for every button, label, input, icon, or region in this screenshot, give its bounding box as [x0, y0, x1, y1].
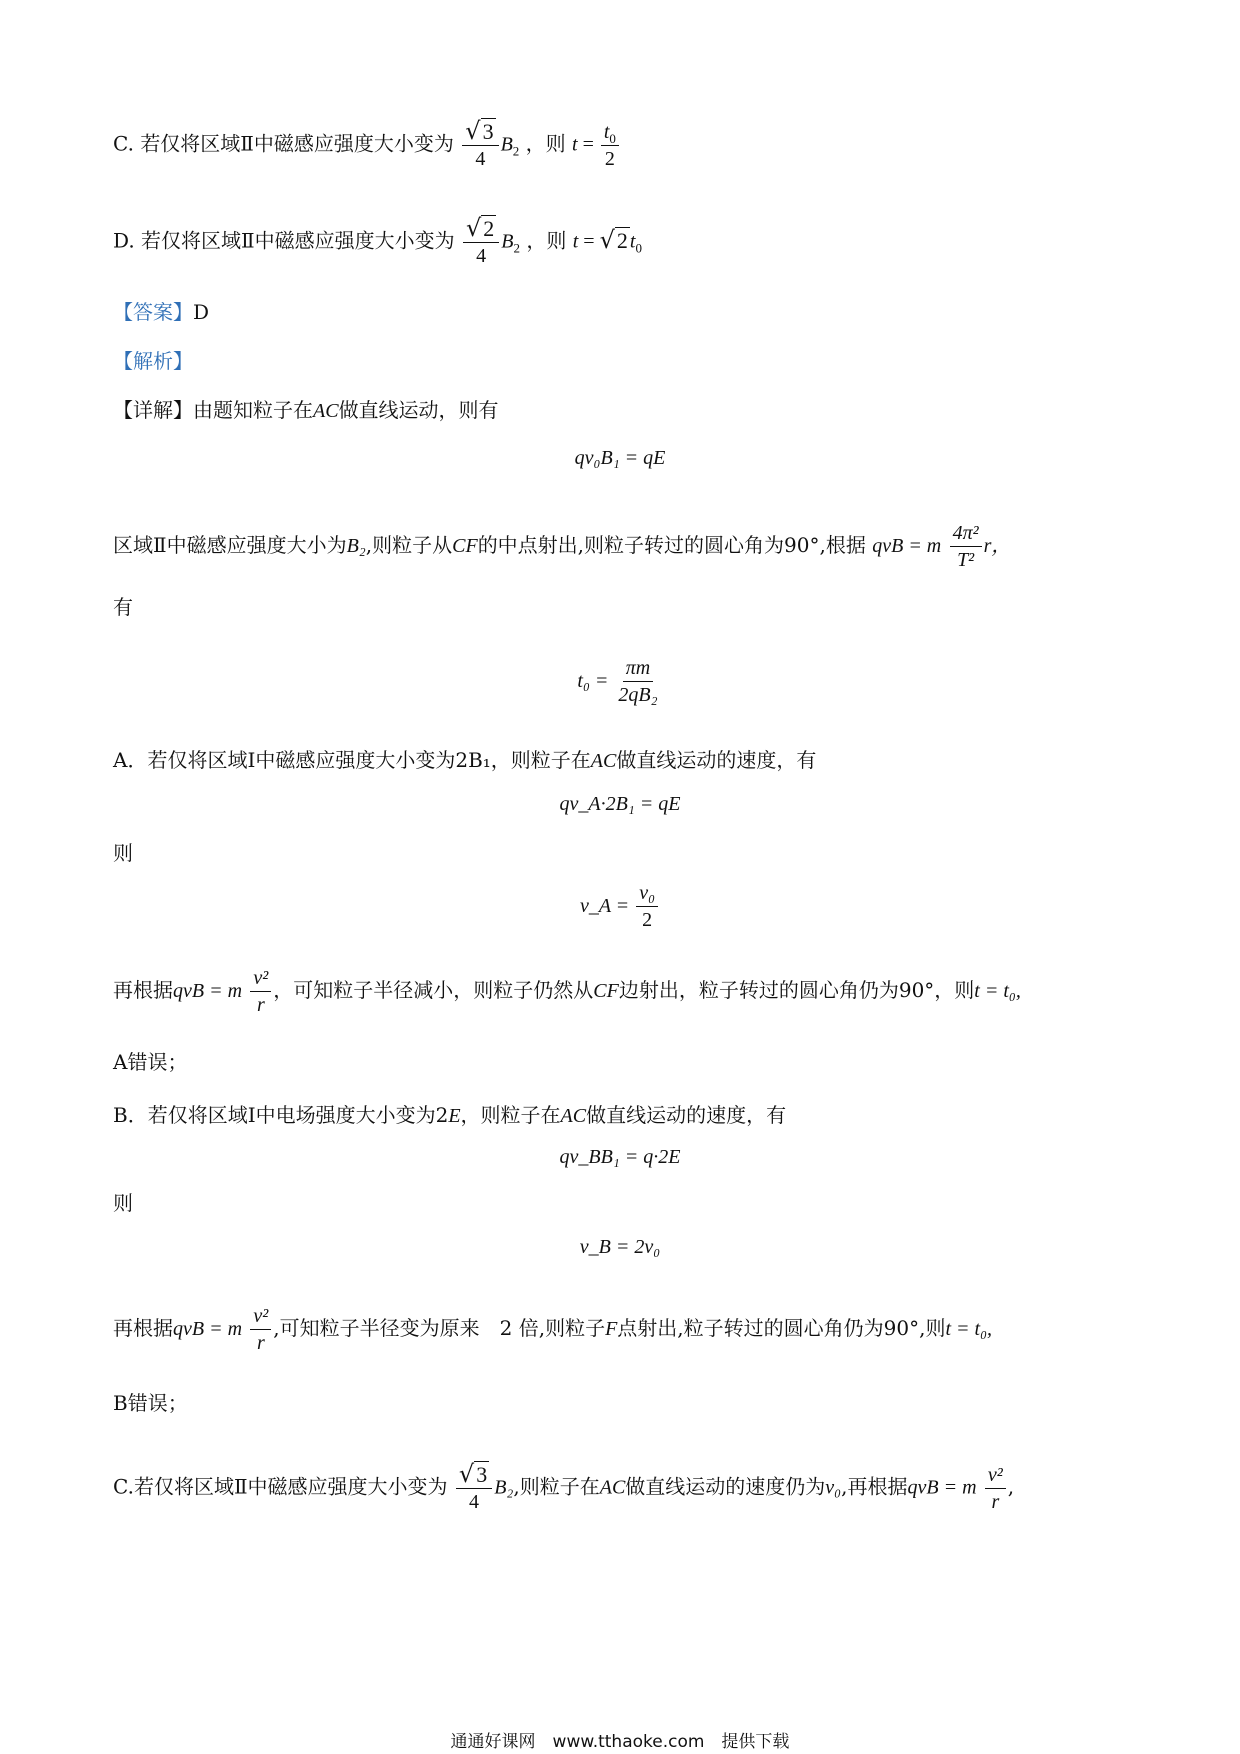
- part-a-ze: 则: [113, 841, 133, 865]
- part-a-va: v_A = $\frac{\text{v₀}}{2}$: [0, 880, 1240, 933]
- equation-1: qv₀B₁ = qE: [574, 447, 666, 469]
- detail-paragraph-2: 区域Ⅱ中磁感应强度大小为B₂,则粒子从CF的中点射出,则粒子转过的圆心角为90°,根据 qvB = m $\frac{\text{4π²}}{\text{T²}}$ r，: [113, 522, 1012, 571]
- period-fraction: $\frac{\text{4π²}}{\text{T²}}$: [950, 520, 982, 573]
- part-b-wrong: B错误；: [113, 1391, 188, 1415]
- part-b-conclusion: 再根据qvB = m $\frac{\text{v²}}{r}$ ,可知粒子半径变为原来 2 倍,则粒子F点射出,粒子转过的圆心角仍为90°,则t = t₀,: [113, 1305, 993, 1354]
- part-a-wrong: A错误；: [113, 1050, 188, 1074]
- option-c: C. 若仅将区域Ⅱ中磁感应强度大小变为 $\frac{√3}{4}$ $B_2$ ，则 t = $\frac{t_0}{2}$: [113, 118, 621, 172]
- option-c-fraction: $\frac{√3}{4}$: [462, 118, 498, 172]
- option-d-label: D.: [113, 228, 135, 253]
- part-a-equation: qv_A·2B₁ = qE: [559, 793, 681, 815]
- part-a-line: A．若仅将区域I中磁感应强度大小变为2B₁，则粒子在AC做直线运动的速度，有: [113, 748, 817, 772]
- part-b-ze: 则: [113, 1191, 133, 1215]
- you-line: 有: [113, 595, 133, 619]
- part-a-conclusion: 再根据qvB = m $\frac{\text{v²}}{r}$ ，可知粒子半径减小，则粒子仍然从CF边射出，粒子转过的圆心角仍为90°，则t = t₀,: [113, 967, 1021, 1016]
- answer-tag: 【答案】: [113, 300, 193, 324]
- analysis-line: [113, 346, 193, 376]
- detail-line: 【详解】由题知粒子在AC做直线运动，则有: [113, 398, 499, 422]
- part-b-equation: qv_BB₁ = q·2E: [559, 1146, 681, 1168]
- option-d-fraction: $\frac{√2}{4}$: [463, 215, 499, 269]
- answer-line: [113, 297, 209, 327]
- part-b-vb: v_B = 2v₀: [579, 1236, 661, 1258]
- part-b-line: B．若仅将区域I中电场强度大小变为2E，则粒子在AC做直线运动的速度，有: [113, 1103, 787, 1127]
- option-c-label: C.: [113, 131, 134, 156]
- option-d-text: 若仅将区域Ⅱ中磁感应强度大小变为: [141, 228, 455, 253]
- answer-value: D: [193, 300, 210, 324]
- option-d: D. 若仅将区域Ⅱ中磁感应强度大小变为 $\frac{√2}{4}$ $B_2$ ，则 t = √2 $t_0$: [113, 214, 642, 267]
- page-footer: 通通好课网 www.tthaoke.com 提供下载: [450, 1732, 790, 1752]
- analysis-tag: 【解析】: [113, 349, 193, 373]
- option-c-text: 若仅将区域Ⅱ中磁感应强度大小变为: [140, 131, 454, 156]
- option-c-t-fraction: $\frac{t_0}{2}$: [601, 118, 619, 172]
- equation-t0: t₀ = $\frac{\pi m}{\text{2qB₂}}$: [577, 657, 658, 706]
- part-c-line: C.若仅将区域Ⅱ中磁感应强度大小变为 $\frac{√3}{4}$ B₂,则粒子在AC做直线运动的速度仍为v₀,再根据qvB = m $\frac{\text{v²}}{r}$ ,: [113, 1460, 1015, 1513]
- detail-tag: 【详解】: [113, 398, 193, 422]
